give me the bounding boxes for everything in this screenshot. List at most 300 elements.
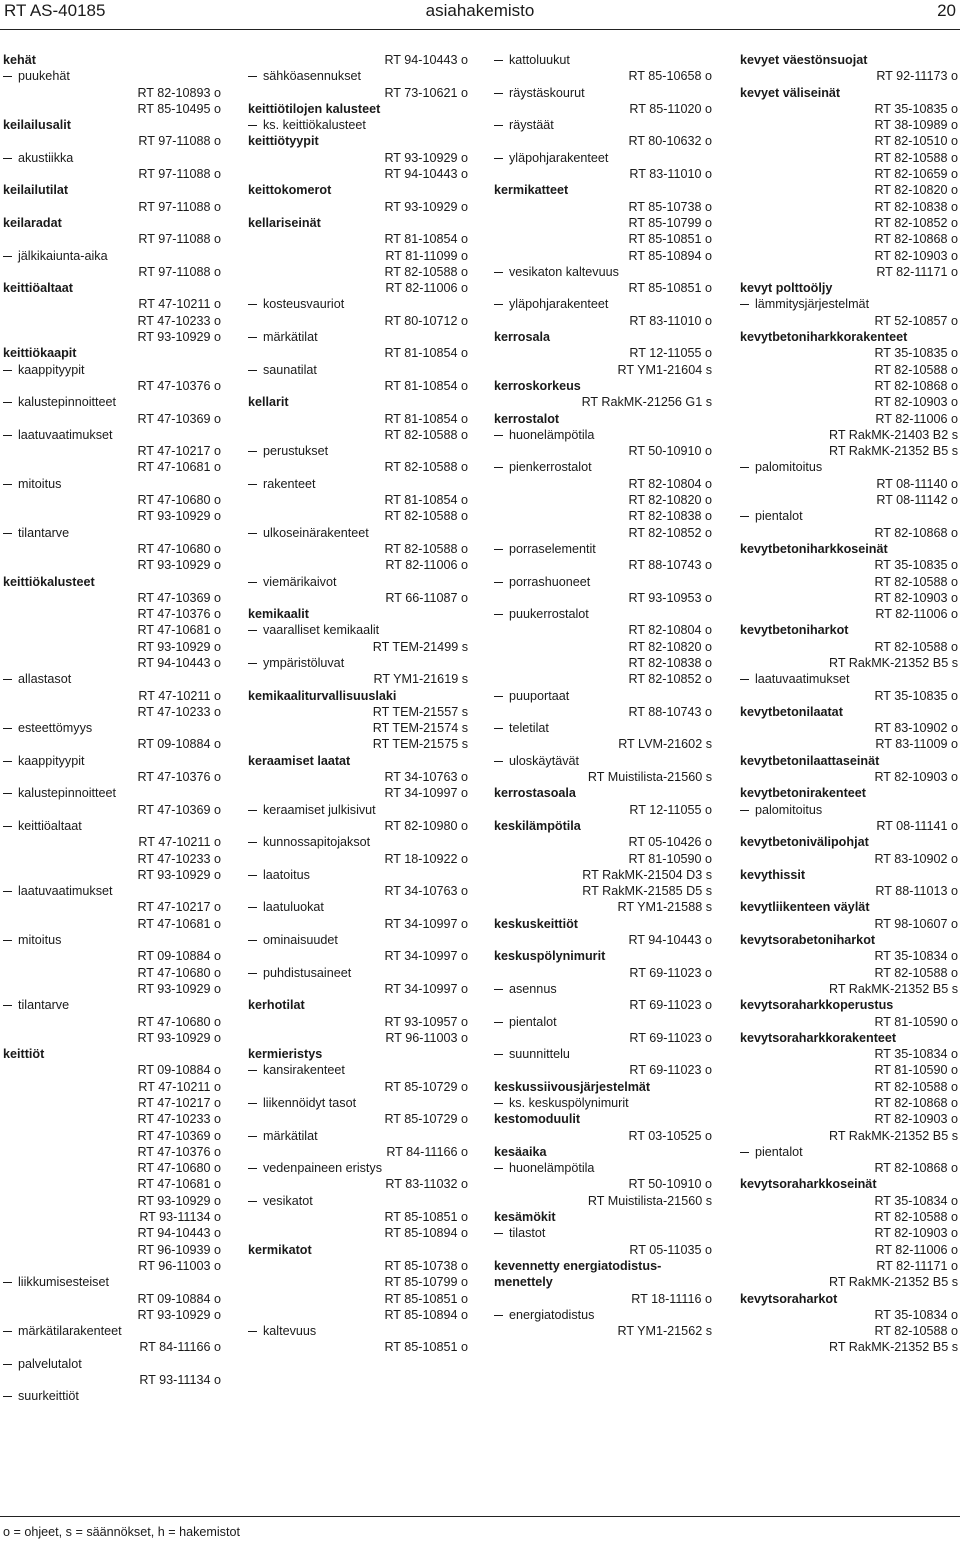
index-reference: RT 82-10588 o <box>384 427 468 442</box>
header-rule <box>0 29 960 30</box>
index-reference: RT 82-11171 o <box>876 1258 958 1273</box>
index-reference: RT 34-10763 o <box>384 884 468 899</box>
index-heading: kevennetty energiatodistus- <box>494 1258 662 1273</box>
index-reference: RT 80-10712 o <box>384 313 468 328</box>
index-reference: RT 34-10997 o <box>384 916 468 931</box>
index-reference: RT 82-10852 o <box>628 672 712 687</box>
index-subentry: rakenteet <box>248 476 468 492</box>
index-reference: RT 88-10743 o <box>628 558 712 573</box>
index-subentry: lämmitysjärjestelmät <box>740 296 958 312</box>
index-reference: RT 47-10681 o <box>137 916 221 931</box>
index-subentry: allastasot <box>3 671 221 687</box>
index-reference: RT 05-10426 o <box>628 835 712 850</box>
index-reference: RT 35-10835 o <box>874 558 958 573</box>
index-subentry: pientalot <box>740 1144 958 1160</box>
index-reference: RT YM1-21588 s <box>617 900 712 915</box>
index-reference: RT 85-10851 o <box>384 1210 468 1225</box>
index-reference: RT 34-10997 o <box>384 981 468 996</box>
index-reference: RT 84-11166 o <box>386 1144 468 1159</box>
index-subentry: liikkumisesteiset <box>3 1274 221 1290</box>
index-reference: RT 82-10588 o <box>874 1079 958 1094</box>
index-reference: RT 47-10376 o <box>137 1144 221 1159</box>
index-subentry: liikennöidyt tasot <box>248 1095 468 1111</box>
index-subentry: kosteusvauriot <box>248 296 468 312</box>
index-reference: RT 85-10495 o <box>137 101 221 116</box>
index-reference: RT 85-11020 o <box>629 101 712 116</box>
index-heading: kevyet väliseinät <box>740 85 841 100</box>
index-subentry: vesikatot <box>248 1193 468 1209</box>
index-subentry: kaappityypit <box>3 753 221 769</box>
index-heading: keskussiivousjärjestelmät <box>494 1079 651 1094</box>
index-reference: RT 47-10680 o <box>137 965 221 980</box>
index-reference: RT 82-11006 o <box>875 607 958 622</box>
index-subentry: mitoitus <box>3 932 221 948</box>
index-reference: RT 73-10621 o <box>384 85 468 100</box>
index-reference: RT 47-10681 o <box>137 1177 221 1192</box>
index-reference: RT 09-10884 o <box>137 1291 221 1306</box>
index-reference: RT 93-10929 o <box>384 150 468 165</box>
index-subentry: suunnittelu <box>494 1046 712 1062</box>
index-reference: RT 47-10233 o <box>137 1112 221 1127</box>
index-reference: RT 35-10835 o <box>874 346 958 361</box>
index-subentry: vesikaton kaltevuus <box>494 264 712 280</box>
index-reference: RT 98-10607 o <box>874 916 958 931</box>
index-subentry: märkätilat <box>248 1128 468 1144</box>
index-column-3 <box>494 52 712 1339</box>
index-reference: RT RakMK-21256 G1 s <box>581 395 712 410</box>
index-reference: RT 82-10903 o <box>874 248 958 263</box>
index-heading: keittiöaltaat <box>3 281 73 296</box>
index-reference: RT 85-10729 o <box>384 1112 468 1127</box>
index-reference: RT 34-10763 o <box>384 770 468 785</box>
index-reference: RT 82-10903 o <box>874 1112 958 1127</box>
index-heading: kermikatot <box>248 1242 312 1257</box>
index-subentry: keittiöaltaat <box>3 818 221 834</box>
index-reference: RT 18-10922 o <box>384 851 468 866</box>
index-reference: RT 35-10834 o <box>874 1047 958 1062</box>
index-heading: kevytbetoniharkkorakenteet <box>740 330 908 345</box>
document-code: RT AS-40185 <box>4 1 106 20</box>
index-reference: RT Muistilista-21560 s <box>587 1193 712 1208</box>
index-subentry: huonelämpötila <box>494 427 712 443</box>
index-subentry: suurkeittiöt <box>3 1388 221 1404</box>
index-subentry: tilantarve <box>3 997 221 1013</box>
index-reference: RT 82-10903 o <box>874 590 958 605</box>
index-subentry: puhdistusaineet <box>248 965 468 981</box>
index-reference: RT 97-11088 o <box>138 232 221 247</box>
index-reference: RT RakMK-21585 D5 s <box>582 884 712 899</box>
index-reference: RT 81-10854 o <box>384 232 468 247</box>
index-reference: RT 82-11006 o <box>875 411 958 426</box>
index-subentry: ominaisuudet <box>248 932 468 948</box>
index-subentry: asennus <box>494 981 712 997</box>
index-reference: RT 47-10680 o <box>137 1161 221 1176</box>
index-reference: RT 66-11087 o <box>385 590 468 605</box>
index-reference: RT 81-11099 o <box>385 248 468 263</box>
index-heading: kerhotilat <box>248 998 305 1013</box>
index-reference: RT 47-10217 o <box>137 900 221 915</box>
index-heading: kevytsoraharkkorakenteet <box>740 1030 897 1045</box>
index-reference: RT RakMK-21504 D3 s <box>582 867 712 882</box>
index-reference: RT 93-10929 o <box>137 558 221 573</box>
index-heading: keittiötilojen kalusteet <box>248 101 381 116</box>
index-subentry: akustiikka <box>3 150 221 166</box>
index-reference: RT 35-10834 o <box>874 1193 958 1208</box>
index-reference: RT 47-10369 o <box>137 802 221 817</box>
index-reference: RT 85-10851 o <box>384 1340 468 1355</box>
index-column-2 <box>248 52 468 1356</box>
index-reference: RT 12-11055 o <box>629 346 712 361</box>
index-subentry: laatoitus <box>248 867 468 883</box>
index-reference: RT RakMK-21352 B5 s <box>828 981 958 996</box>
index-heading: kevythissit <box>740 867 806 882</box>
index-subentry: porrashuoneet <box>494 574 712 590</box>
index-reference: RT 93-11134 o <box>139 1210 221 1225</box>
index-reference: RT 82-10903 o <box>874 1226 958 1241</box>
index-heading: kemikaaliturvallisuuslaki <box>248 688 397 703</box>
index-reference: RT 85-10729 o <box>384 1079 468 1094</box>
index-heading: kevytbetonilaatat <box>740 704 843 719</box>
index-reference: RT 94-10443 o <box>628 933 712 948</box>
index-heading: kermieristys <box>248 1047 323 1062</box>
index-reference: RT 82-10838 o <box>628 655 712 670</box>
index-heading: kevytsoraharkkoperustus <box>740 998 894 1013</box>
index-reference: RT 82-10903 o <box>874 395 958 410</box>
index-subentry: yläpohjarakenteet <box>494 150 712 166</box>
index-reference: RT 35-10834 o <box>874 1307 958 1322</box>
index-subentry: palomitoitus <box>740 459 958 475</box>
index-reference: RT 85-10799 o <box>384 1275 468 1290</box>
index-reference: RT RakMK-21352 B5 s <box>828 1340 958 1355</box>
index-reference: RT 82-10588 o <box>874 362 958 377</box>
index-reference: RT 08-11140 o <box>876 476 958 491</box>
index-reference: RT Muistilista-21560 s <box>587 770 712 785</box>
index-subentry: palomitoitus <box>740 802 958 818</box>
index-subentry: pientalot <box>740 508 958 524</box>
index-reference: RT 47-10681 o <box>137 623 221 638</box>
index-column-1 <box>3 52 221 1405</box>
index-heading: kestomoduulit <box>494 1112 581 1127</box>
index-reference: RT 82-10588 o <box>874 574 958 589</box>
index-heading: keskilämpötila <box>494 818 581 833</box>
index-heading: kerrostasoala <box>494 786 576 801</box>
index-reference: RT RakMK-21403 B2 s <box>828 427 958 442</box>
index-reference: RT 85-10894 o <box>384 1226 468 1241</box>
index-reference: RT 97-11088 o <box>138 134 221 149</box>
index-subentry: kaappityypit <box>3 362 221 378</box>
index-subentry: räystäskourut <box>494 85 712 101</box>
index-reference: RT 82-10838 o <box>628 509 712 524</box>
index-reference: RT 93-10929 o <box>137 867 221 882</box>
index-reference: RT 47-10376 o <box>137 607 221 622</box>
index-reference: RT 82-10820 o <box>874 183 958 198</box>
index-reference: RT 47-10681 o <box>137 460 221 475</box>
index-reference: RT 50-10910 o <box>628 1177 712 1192</box>
index-heading: kesäaika <box>494 1144 547 1159</box>
index-reference: RT 82-10903 o <box>874 770 958 785</box>
index-reference: RT 80-10632 o <box>628 134 712 149</box>
index-reference: RT 82-10820 o <box>628 639 712 654</box>
index-subentry: ks. keittiökalusteet <box>248 117 468 133</box>
index-heading: keskuskeittiöt <box>494 916 578 931</box>
index-reference: RT 82-10588 o <box>874 1210 958 1225</box>
index-reference: RT 82-10588 o <box>874 965 958 980</box>
index-reference: RT 81-10854 o <box>384 411 468 426</box>
index-reference: RT 85-10738 o <box>628 199 712 214</box>
index-heading: keittiöt <box>3 1047 45 1062</box>
index-subentry: mitoitus <box>3 476 221 492</box>
index-subentry: ympäristöluvat <box>248 655 468 671</box>
index-reference: RT 47-10211 o <box>138 297 221 312</box>
index-heading: kemikaalit <box>248 607 309 622</box>
index-reference: RT 82-10980 o <box>384 818 468 833</box>
index-subentry: kunnossapitojaksot <box>248 834 468 850</box>
index-reference: RT 47-10680 o <box>137 493 221 508</box>
index-reference: RT 94-10443 o <box>384 53 468 67</box>
index-reference: RT 82-10852 o <box>628 525 712 540</box>
index-heading: keittokomerot <box>248 183 332 198</box>
index-reference: RT 82-10820 o <box>628 493 712 508</box>
index-subentry: ulkoseinärakenteet <box>248 525 468 541</box>
index-subentry: pientalot <box>494 1014 712 1030</box>
index-reference: RT 82-10588 o <box>874 639 958 654</box>
index-reference: RT 47-10369 o <box>137 590 221 605</box>
index-heading: kevytliikenteen väylät <box>740 900 870 915</box>
index-reference: RT 82-11171 o <box>876 264 958 279</box>
index-subentry: tilantarve <box>3 525 221 541</box>
index-reference: RT 97-11088 o <box>138 264 221 279</box>
index-subentry: märkätilarakenteet <box>3 1323 221 1339</box>
index-reference: RT 82-10868 o <box>874 378 958 393</box>
index-reference: RT 83-10902 o <box>874 851 958 866</box>
index-subentry: yläpohjarakenteet <box>494 296 712 312</box>
index-heading: kevytbetoniharkot <box>740 623 849 638</box>
index-reference: RT 47-10233 o <box>137 851 221 866</box>
index-reference: RT 09-10884 o <box>137 949 221 964</box>
index-subentry: perustukset <box>248 443 468 459</box>
index-reference: RT 85-10851 o <box>628 232 712 247</box>
index-reference: RT 92-11173 o <box>876 69 958 84</box>
index-reference: RT 85-10738 o <box>384 1258 468 1273</box>
index-reference: RT 38-10989 o <box>874 118 958 133</box>
index-heading: keittiökaapit <box>3 346 77 361</box>
index-reference: RT 47-10376 o <box>137 770 221 785</box>
index-reference: RT 35-10835 o <box>874 688 958 703</box>
index-subentry: vedenpaineen eristys <box>248 1160 468 1176</box>
index-reference: RT 96-10939 o <box>137 1242 221 1257</box>
index-reference: RT 69-11023 o <box>629 998 712 1013</box>
index-subentry: kattoluukut <box>494 52 712 68</box>
index-subentry: energiatodistus <box>494 1307 712 1323</box>
index-reference: RT 47-10211 o <box>138 1079 221 1094</box>
index-subentry: laatuvaatimukset <box>3 883 221 899</box>
index-heading: kevytbetonirakenteet <box>740 786 866 801</box>
index-reference: RT 93-10953 o <box>628 590 712 605</box>
index-reference: RT 81-10590 o <box>628 851 712 866</box>
index-reference: RT LVM-21602 s <box>618 737 712 752</box>
index-reference: RT 81-10854 o <box>384 378 468 393</box>
index-reference: RT 94-10443 o <box>384 167 468 182</box>
index-reference: RT 85-10658 o <box>628 69 712 84</box>
index-reference: RT 35-10835 o <box>874 101 958 116</box>
index-reference: RT 82-10588 o <box>384 541 468 556</box>
index-subentry: sähköasennukset <box>248 68 468 84</box>
index-heading: kellariseinät <box>248 215 321 230</box>
index-subentry: palvelutalot <box>3 1356 221 1372</box>
index-heading: kevytsoraharkot <box>740 1291 838 1306</box>
index-reference: RT 93-10957 o <box>384 1014 468 1029</box>
index-reference: RT YM1-21604 s <box>617 362 712 377</box>
index-reference: RT 83-10902 o <box>874 721 958 736</box>
index-reference: RT 82-10510 o <box>874 134 958 149</box>
index-reference: RT 82-11006 o <box>875 1242 958 1257</box>
index-subentry: pienkerrostalot <box>494 459 712 475</box>
index-reference: RT 93-10929 o <box>137 330 221 345</box>
index-reference: RT RakMK-21352 B5 s <box>828 655 958 670</box>
index-heading: keittiötyypit <box>248 134 319 149</box>
index-subentry: laatuluokat <box>248 899 468 915</box>
index-heading: kevytbetoniharkkoseinät <box>740 541 888 556</box>
index-reference: RT 82-10804 o <box>628 476 712 491</box>
index-reference: RT TEM-21499 s <box>372 639 468 654</box>
index-reference: RT YM1-21562 s <box>617 1324 712 1339</box>
index-subentry: esteettömyys <box>3 720 221 736</box>
index-reference: RT 93-10929 o <box>384 199 468 214</box>
index-reference: RT 82-10838 o <box>874 199 958 214</box>
index-heading: kermikatteet <box>494 183 569 198</box>
index-reference: RT 03-10525 o <box>628 1128 712 1143</box>
index-reference: RT 93-10929 o <box>137 639 221 654</box>
index-reference: RT 47-10680 o <box>137 1014 221 1029</box>
index-reference: RT 34-10997 o <box>384 786 468 801</box>
index-reference: RT 47-10217 o <box>137 1096 221 1110</box>
index-reference: RT 47-10217 o <box>137 444 221 459</box>
index-heading: kevytbetonilaattaseinät <box>740 753 880 768</box>
index-subentry: keraamiset julkisivut <box>248 802 468 818</box>
index-reference: RT 84-11166 o <box>139 1340 221 1355</box>
index-subentry: huonelämpötila <box>494 1160 712 1176</box>
index-heading: kellarit <box>248 395 289 410</box>
index-reference: RT 85-10851 o <box>384 1291 468 1306</box>
index-reference: RT 82-10868 o <box>874 1161 958 1176</box>
index-reference: RT 88-11013 o <box>875 884 958 899</box>
index-subentry: märkätilat <box>248 329 468 345</box>
index-reference: RT 47-10211 o <box>138 835 221 850</box>
index-reference: RT 93-10929 o <box>137 981 221 996</box>
index-reference: RT 47-10233 o <box>137 313 221 328</box>
index-reference: RT 82-10588 o <box>874 150 958 165</box>
index-reference: RT 47-10680 o <box>137 541 221 556</box>
index-reference: RT 12-11055 o <box>629 802 712 817</box>
index-reference: RT 97-11088 o <box>138 167 221 182</box>
index-heading: keittiökalusteet <box>3 574 95 589</box>
index-reference: RT 47-10369 o <box>137 411 221 426</box>
index-reference: RT 50-10910 o <box>628 444 712 459</box>
index-reference: RT 35-10834 o <box>874 949 958 964</box>
index-reference: RT 82-10868 o <box>874 232 958 247</box>
index-reference: RT 69-11023 o <box>629 965 712 980</box>
index-reference: RT 82-10868 o <box>874 1096 958 1110</box>
index-reference: RT 47-10211 o <box>138 688 221 703</box>
index-heading: keilaradat <box>3 215 62 230</box>
index-heading: keraamiset laatat <box>248 753 351 768</box>
index-column-4 <box>740 52 958 1356</box>
index-reference: RT YM1-21619 s <box>373 672 468 687</box>
index-subentry: viemärikaivot <box>248 574 468 590</box>
index-reference: RT 96-11003 o <box>138 1258 221 1273</box>
index-subentry: kalustepinnoitteet <box>3 785 221 801</box>
index-reference: RT 81-10590 o <box>874 1014 958 1029</box>
index-reference: RT 81-10590 o <box>874 1063 958 1078</box>
index-reference: RT 93-10929 o <box>137 1030 221 1045</box>
index-heading: kevytsorabetoniharkot <box>740 933 876 948</box>
index-reference: RT 94-10443 o <box>137 1226 221 1241</box>
index-subentry: saunatilat <box>248 362 468 378</box>
index-reference: RT 08-11142 o <box>876 493 958 508</box>
index-reference: RT 82-11006 o <box>385 558 468 573</box>
index-subentry: kaltevuus <box>248 1323 468 1339</box>
index-reference: RT RakMK-21352 B5 s <box>828 444 958 459</box>
index-heading: menettely <box>494 1275 553 1290</box>
index-subentry: porraselementit <box>494 541 712 557</box>
index-reference: RT 34-10997 o <box>384 949 468 964</box>
index-subentry: jälkikaiunta-aika <box>3 248 221 264</box>
index-reference: RT 97-11088 o <box>138 199 221 214</box>
index-reference: RT 85-10799 o <box>628 215 712 230</box>
index-reference: RT 93-10929 o <box>137 1193 221 1208</box>
index-reference: RT 69-11023 o <box>629 1063 712 1078</box>
index-heading: kerroskorkeus <box>494 378 581 393</box>
index-heading: keskuspölynimurit <box>494 949 606 964</box>
page-number: 20 <box>937 1 956 20</box>
page-title: asiahakemisto <box>425 1 535 20</box>
index-reference: RT 81-10854 o <box>384 346 468 361</box>
page-header <box>0 0 960 30</box>
index-reference: RT 09-10884 o <box>137 1063 221 1078</box>
index-reference: RT 82-10588 o <box>384 264 468 279</box>
index-reference: RT 82-10804 o <box>628 623 712 638</box>
index-reference: RT TEM-21557 s <box>372 704 468 719</box>
index-reference: RT 82-10868 o <box>874 525 958 540</box>
index-subentry: uloskäytävät <box>494 753 712 769</box>
index-subentry: ks. keskuspölynimurit <box>494 1095 712 1111</box>
index-heading: kevyet väestönsuojat <box>740 53 868 67</box>
index-heading: keilailusalit <box>3 118 71 133</box>
footer-legend: o = ohjeet, s = säännökset, h = hakemistot <box>3 1525 240 1539</box>
index-reference: RT 18-11116 o <box>631 1291 712 1306</box>
index-reference: RT 47-10369 o <box>137 1128 221 1143</box>
index-subentry: tilastot <box>494 1225 712 1241</box>
index-reference: RT 85-10894 o <box>628 248 712 263</box>
index-reference: RT 93-11134 o <box>139 1373 221 1388</box>
index-reference: RT 85-10894 o <box>384 1307 468 1322</box>
index-reference: RT 08-11141 o <box>876 818 958 833</box>
index-subentry: laatuvaatimukset <box>3 427 221 443</box>
index-reference: RT 09-10884 o <box>137 737 221 752</box>
index-reference: RT 82-10893 o <box>137 85 221 100</box>
index-reference: RT 93-10929 o <box>137 1307 221 1322</box>
index-subentry: puukerrostalot <box>494 606 712 622</box>
index-reference: RT 47-10376 o <box>137 378 221 393</box>
index-reference: RT 94-10443 o <box>137 655 221 670</box>
index-reference: RT 93-10929 o <box>137 509 221 524</box>
index-reference: RT 82-10852 o <box>874 215 958 230</box>
index-reference: RT RakMK-21352 B5 s <box>828 1128 958 1143</box>
index-heading: kerrostalot <box>494 411 560 426</box>
index-reference: RT 82-10588 o <box>384 509 468 524</box>
index-heading: kevyt polttoöljy <box>740 281 833 296</box>
index-reference: RT 83-11010 o <box>629 313 712 328</box>
